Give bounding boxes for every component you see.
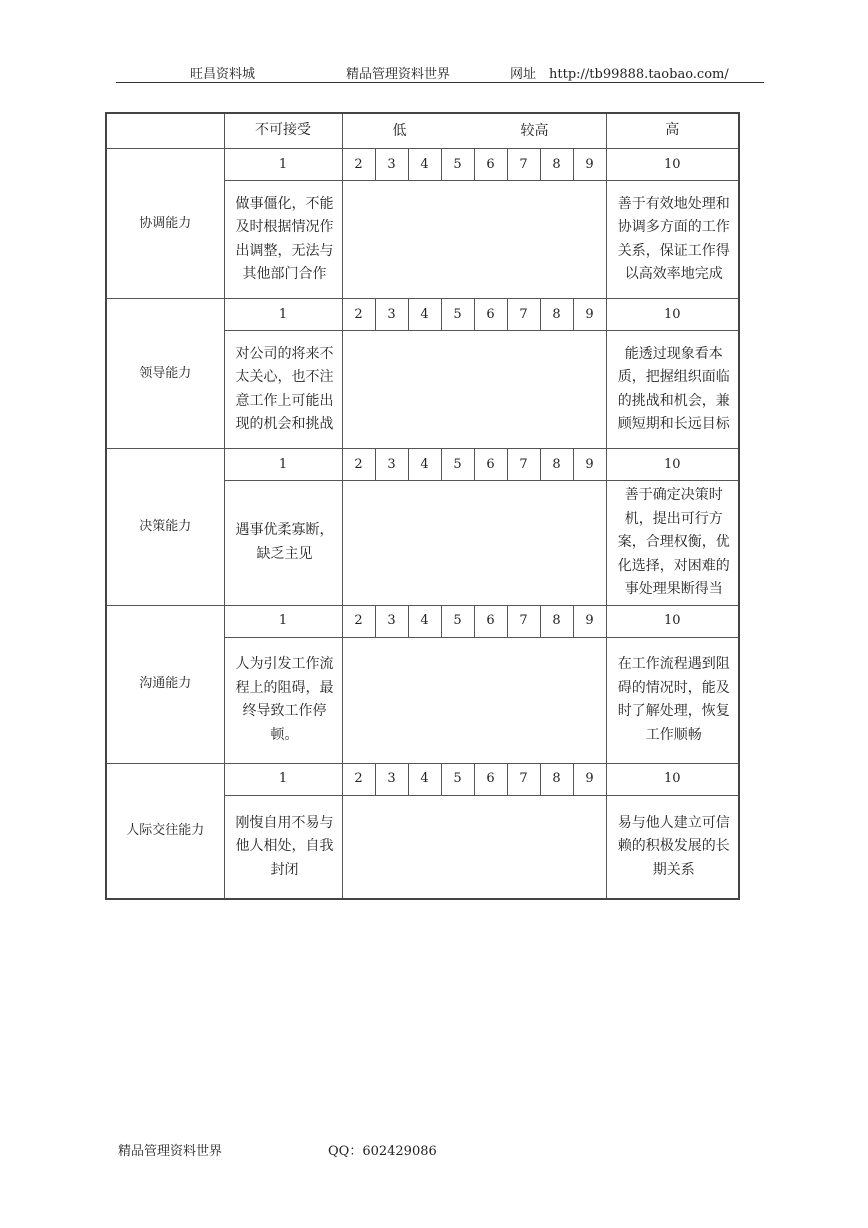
score-cell: 2 [342, 605, 375, 637]
score-cell: 10 [606, 763, 739, 795]
score-cell: 1 [224, 449, 342, 481]
score-cell: 1 [224, 605, 342, 637]
rating-blank-area [342, 181, 606, 299]
header-slogan: 精品管理资料世界 [346, 67, 451, 82]
score-cell: 9 [573, 605, 606, 637]
score-cell: 8 [540, 299, 573, 331]
score-cell: 6 [474, 299, 507, 331]
score-row [106, 763, 739, 795]
score-cell: 7 [507, 149, 540, 181]
low-description: 遇事优柔寡断，缺乏主见 [224, 481, 342, 606]
header-high: 高 [606, 113, 739, 149]
header-scale [342, 113, 606, 149]
score-row [106, 149, 739, 181]
rating-blank-area [342, 795, 606, 899]
category-label: 领导能力 [106, 299, 224, 449]
score-cell: 7 [507, 605, 540, 637]
score-cell: 7 [507, 449, 540, 481]
score-cell: 2 [342, 763, 375, 795]
category-label: 沟通能力 [106, 605, 224, 763]
score-cell: 6 [474, 605, 507, 637]
score-cell: 3 [375, 763, 408, 795]
score-cell: 4 [408, 449, 441, 481]
score-cell: 5 [441, 449, 474, 481]
score-cell: 3 [375, 149, 408, 181]
score-cell: 9 [573, 763, 606, 795]
score-cell: 3 [375, 449, 408, 481]
score-cell: 9 [573, 449, 606, 481]
score-row [106, 299, 739, 331]
score-cell: 10 [606, 149, 739, 181]
category-label: 决策能力 [106, 449, 224, 606]
high-description: 易与他人建立可信赖的积极发展的长期关系 [606, 795, 739, 899]
score-cell: 6 [474, 449, 507, 481]
score-cell: 4 [408, 149, 441, 181]
footer-slogan: 精品管理资料世界 [118, 1144, 223, 1159]
rating-blank-area [342, 481, 606, 606]
category-label: 人际交往能力 [106, 763, 224, 899]
header-medium-high: 较高 [520, 123, 549, 139]
score-cell: 1 [224, 299, 342, 331]
rating-blank-area [342, 637, 606, 763]
score-cell: 2 [342, 149, 375, 181]
score-cell: 4 [408, 763, 441, 795]
low-description: 刚愎自用不易与他人相处，自我封闭 [224, 795, 342, 899]
score-cell: 6 [474, 763, 507, 795]
score-cell: 8 [540, 449, 573, 481]
page-header [116, 62, 764, 83]
score-cell: 9 [573, 149, 606, 181]
high-description: 能透过现象看本质，把握组织面临的挑战和机会，兼顾短期和长远目标 [606, 331, 739, 449]
score-cell: 3 [375, 299, 408, 331]
score-cell: 2 [342, 299, 375, 331]
low-description: 做事僵化，不能及时根据情况作出调整，无法与其他部门合作 [224, 181, 342, 299]
score-cell: 7 [507, 763, 540, 795]
score-cell: 5 [441, 149, 474, 181]
score-cell: 1 [224, 149, 342, 181]
score-cell: 2 [342, 449, 375, 481]
score-cell: 10 [606, 449, 739, 481]
header-row [106, 113, 739, 149]
score-cell: 8 [540, 605, 573, 637]
score-row [106, 605, 739, 637]
score-cell: 9 [573, 299, 606, 331]
score-cell: 5 [441, 763, 474, 795]
high-description: 在工作流程遇到阻碍的情况时，能及时了解处理，恢复工作顺畅 [606, 637, 739, 763]
high-description: 善于确定决策时机，提出可行方案，合理权衡，优化选择，对困难的事处理果断得当 [606, 481, 739, 606]
header-site-name: 旺昌资料城 [190, 67, 256, 82]
score-cell: 6 [474, 149, 507, 181]
high-description: 善于有效地处理和协调多方面的工作关系，保证工作得以高效率地完成 [606, 181, 739, 299]
rating-blank-area [342, 331, 606, 449]
header-unacceptable: 不可接受 [224, 113, 342, 149]
score-cell: 1 [224, 763, 342, 795]
score-cell: 10 [606, 299, 739, 331]
competency-rating-table [105, 112, 740, 900]
footer-qq: QQ：602429086 [328, 1144, 437, 1159]
category-label: 协调能力 [106, 149, 224, 299]
score-cell: 5 [441, 605, 474, 637]
header-blank-cell [106, 113, 224, 149]
score-cell: 8 [540, 763, 573, 795]
score-cell: 10 [606, 605, 739, 637]
header-low: 低 [392, 123, 407, 139]
low-description: 人为引发工作流程上的阻碍，最终导致工作停顿。 [224, 637, 342, 763]
header-url[interactable]: 网址 http://tb99888.taobao.com/ [510, 67, 729, 82]
score-cell: 3 [375, 605, 408, 637]
score-cell: 7 [507, 299, 540, 331]
score-cell: 5 [441, 299, 474, 331]
score-cell: 4 [408, 605, 441, 637]
low-description: 对公司的将来不太关心，也不注意工作上可能出现的机会和挑战 [224, 331, 342, 449]
score-row [106, 449, 739, 481]
score-cell: 4 [408, 299, 441, 331]
score-cell: 8 [540, 149, 573, 181]
